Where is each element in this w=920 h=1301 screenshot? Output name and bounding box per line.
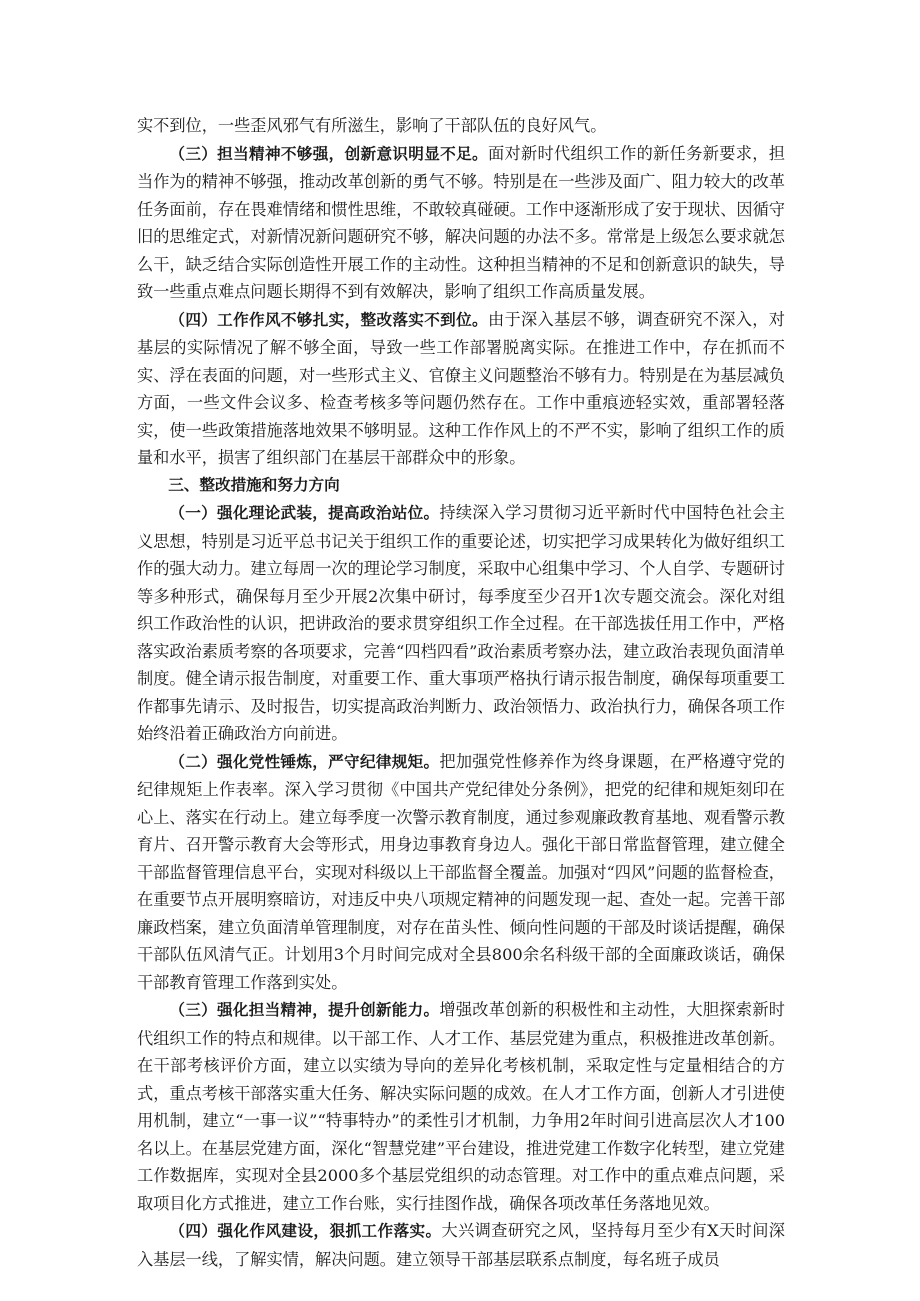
paragraph-lead: （一）强化理论武装，提高政治站位。 — [169, 504, 440, 522]
paragraph-point-4-weakness — [137, 306, 785, 472]
paragraph-measure-1 — [137, 499, 785, 748]
paragraph-text: 面对新时代组织工作的新任务新要求，担当作为的精神不够强，推动改革创新的勇气不够。特别是在一些涉及面广、阻力较大的改革任务面前，存在畏难情绪和惯性思维，不敢较真碰硬。工作中逐渐形成了安于现状、因循守旧的思维定式，对新情况新问题研究不够，解决问题的办法不多。常常是上级怎么要求就怎么干，缺乏结合实际创造性开展工作的主动性。这种担当精神的不足和创新意识的缺失，导致一些重点难点问题长期得不到有效解决，影响了组织工作高质量发展。 — [137, 143, 785, 301]
paragraph-lead: （二）强化党性锤炼，严守纪律规矩。 — [169, 752, 440, 771]
paragraph-text: 增强改革创新的积极性和主动性，大胆探索新时代组织工作的特点和规律。以干部工作、人才工作、基层党建为重点，积极推进改革创新。在干部考核评价方面，建立以实绩为导向的差异化考核机制，采取定性与定量相结合的方式，重点考核干部落实重大任务、解决实际问题的成效。在人才工作方面，创新人才引进使用机制，建立“一事一议”“特事特办”的柔性引才机制，力争用2年时间引进高层次人才100名以上。在基层党建方面，深化“智慧党建”平台建设，推进党建工作数字化转型，建立党建工作数据库，实现对全县2000多个基层党组织的动态管理。对工作中的重点难点问题，采取项目化方式推进，建立工作台账，实行挂图作战，确保各项改革任务落地见效。 — [137, 1000, 785, 1213]
paragraph-text: 由于深入基层不够，调查研究不深入，对基层的实际情况了解不够全面，导致一些工作部署脱离实际。在推进工作中，存在抓而不实、浮在表面的问题，对一些形式主义、官僚主义问题整治不够有力。特别是在为基层减负方面，一些文件会议多、检查考核多等问题仍然存在。工作中重痕迹轻实效，重部署轻落实，使一些政策措施落地效果不够明显。这种工作作风上的不严不实，影响了组织工作的质量和水平，损害了组织部门在基层干部群众中的形象。 — [137, 309, 785, 467]
paragraph-measure-3 — [137, 996, 785, 1217]
paragraph-measure-4 — [137, 1217, 785, 1273]
paragraph-measure-2 — [137, 748, 785, 997]
paragraph-text: 大兴调查研究之风，坚持每月至少有X天时间深入基层一线，了解实情，解决问题。建立领导干部基层联系点制度，每名班子成员 — [137, 1221, 785, 1269]
paragraph-lead: （三）强化担当精神，提升创新能力。 — [169, 1001, 440, 1019]
paragraph-lead: （三）担当精神不够强，创新意识明显不足。 — [169, 144, 488, 163]
paragraph-lead: （四）强化作风建设，狠抓工作落实。 — [169, 1222, 442, 1240]
paragraph-lead: （四）工作作风不够扎实，整改落实不到位。 — [169, 310, 488, 329]
section-heading: 三、整改措施和努力方向 — [168, 475, 340, 494]
document-body — [137, 112, 785, 1273]
paragraph-point-3-weakness — [137, 140, 785, 306]
paragraph-text: 持续深入学习贯彻习近平新时代中国特色社会主义思想，特别是习近平总书记关于组织工作的重要论述，切实把学习成果转化为做好组织工作的强大动力。建立每周一次的理论学习制度，采取中心组集中学习、个人自学、专题研讨等多种形式，确保每月至少开展2次集中研讨，每季度至少召开1次专题交流会。深化对组织工作政治性的认识，把讲政治的要求贯穿组织工作全过程。在干部选拔任用工作中，严格落实政治素质考察的各项要求，完善“四档四看”政治素质考察办法，建立政治表现负面清单制度。健全请示报告制度，对重要工作、重大事项严格执行请示报告制度，确保每项重要工作都事先请示、及时报告，切实提高政治判断力、政治领悟力、政治执行力，确保各项工作始终沿着正确政治方向前进。 — [137, 503, 785, 743]
paragraph-text: 实不到位，一些歪风邪气有所滋生，影响了干部队伍的良好风气。 — [137, 116, 607, 135]
paragraph-text: 把加强党性修养作为终身课题，在严格遵守党的纪律规矩上作表率。深入学习贯彻《中国共产党纪律处分条例》，把党的纪律和规矩刻印在心上、落实在行动上。建立每季度一次警示教育制度，通过参观廉政教育基地、观看警示教育片、召开警示教育大会等形式，用身边事教育身边人。强化干部日常监督管理，建立健全干部监督管理信息平台，实现对科级以上干部监督全覆盖。加强对“四风”问题的监督检查，在重要节点开展明察暗访，对违反中央八项规定精神的问题发现一起、查处一起。完善干部廉政档案，建立负面清单管理制度，对存在苗头性、倾向性问题的干部及时谈话提醒，确保干部队伍风清气正。计划用3个月时间完成对全县800余名科级干部的全面廉政谈话，确保干部教育管理工作落到实处。 — [137, 751, 785, 992]
paragraph-continuation — [137, 112, 785, 140]
